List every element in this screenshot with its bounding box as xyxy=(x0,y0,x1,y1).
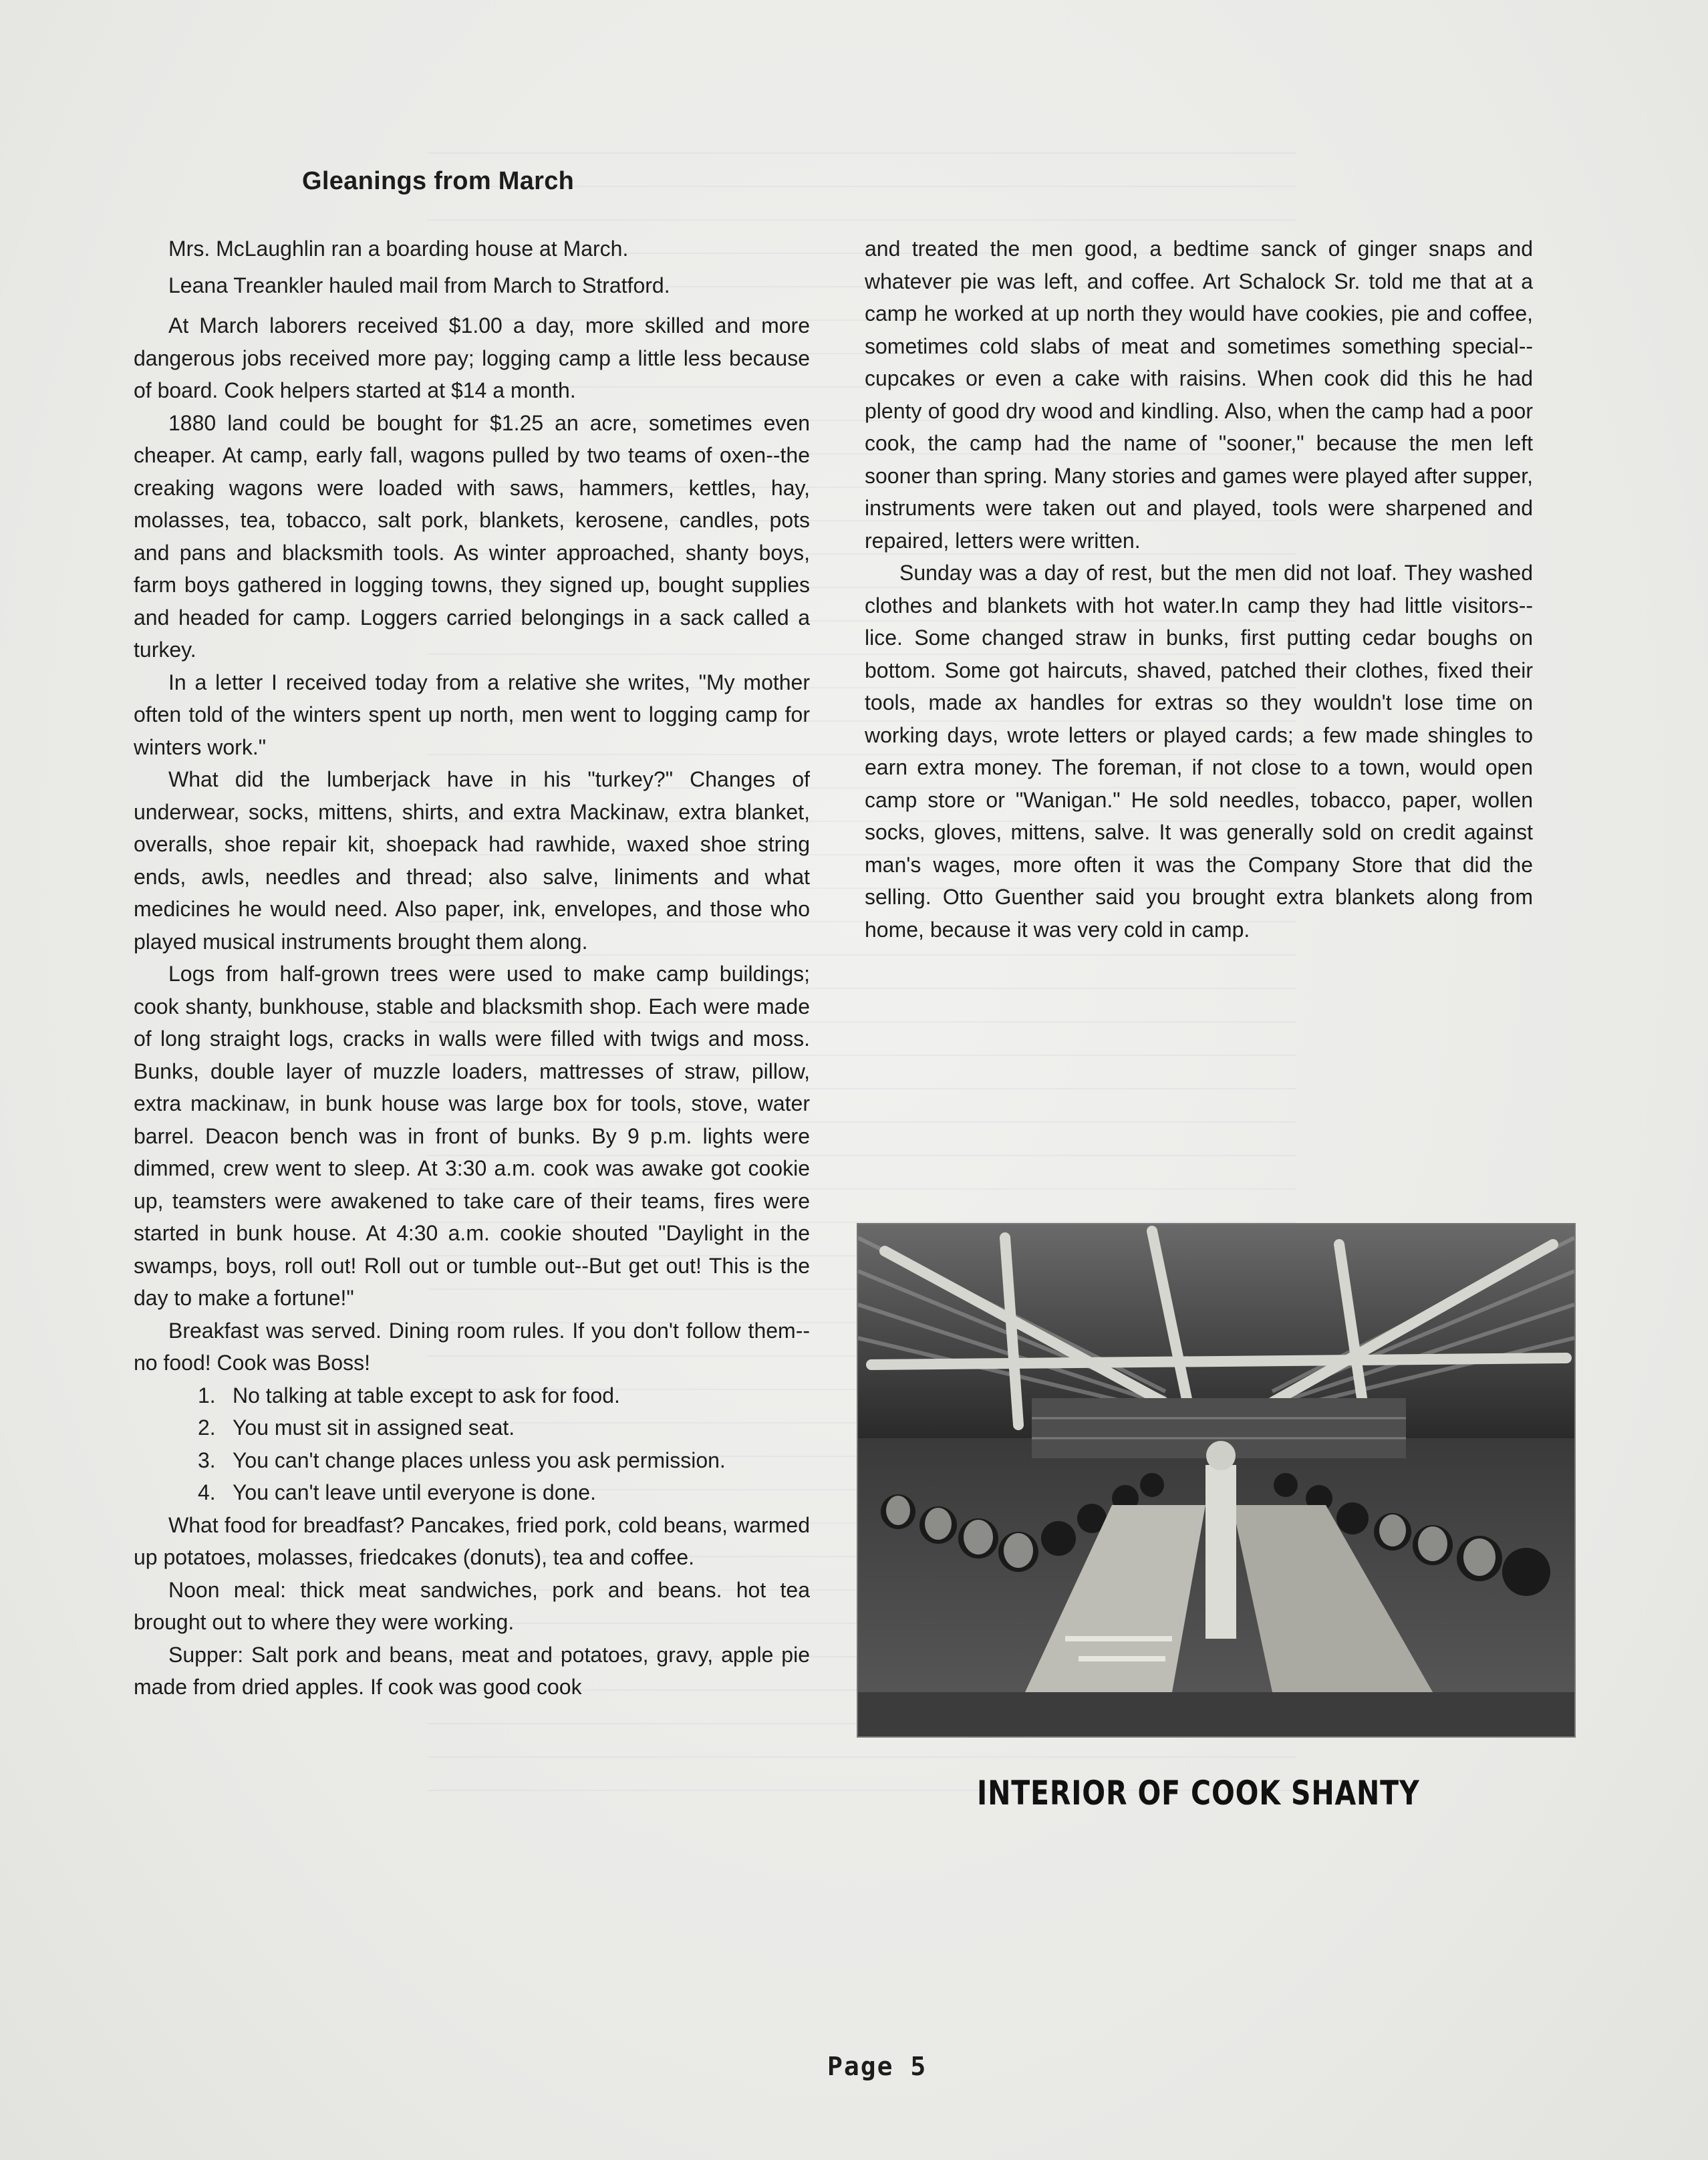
photo-caption: INTERIOR OF COOK SHANTY xyxy=(977,1774,1420,1812)
paragraph: 1880 land could be bought for $1.25 an acre, sometimes even cheaper. At camp, early fall, wagons pulled by two teams of oxen--the creaking wagons were loaded with saws, hammers, kettles, hay, molasses, tea, tobacco, salt pork, blankets, kerosene, candles, pots and pans and blacksmith tools. As winter approached, shanty boys, farm boys gathered in logging towns, they signed up, bought supplies and headed for camp. Loggers carried belongings in a sack called a turkey. xyxy=(134,410,810,662)
paragraph: Sunday was a day of rest, but the men did not loaf. They washed clothes and blankets with hot water.In camp they had little visitors--lice. Some changed straw in bunks, first putting cedar boughs on bottom. Some got haircuts, shaved, patched their clothes, fixed their tools, made ax handles for extras so they wouldn't lose time on working days, wrote letters or played cards; a few made shingles to earn extra money. The foreman, if not close to a town, would open camp store or "Wanigan." He sold needles, tobacco, paper, wollen socks, gloves, mittens, salve. It was generally sold on credit against man's wages, more often it was the Company Store that did the selling. Otto Guenther said you brought extra blankets along from home, because it was very cold in camp. xyxy=(865,561,1533,942)
left-column xyxy=(134,233,810,1704)
paragraph: Supper: Salt pork and beans, meat and potatoes, gravy, apple pie made from dried apples. If cook was good cook xyxy=(134,1642,810,1699)
paragraph: Leana Treankler hauled mail from March to Stratford. xyxy=(168,273,670,297)
list-item: 4. You can't leave until everyone is done. xyxy=(198,1480,596,1504)
right-column xyxy=(865,233,1533,946)
paragraph: At March laborers received $1.00 a day, more skilled and more dangerous jobs received more pay; logging camp a little less because of board. Cook helpers started at $14 a month. xyxy=(134,313,810,402)
list-item: 2. You must sit in assigned seat. xyxy=(198,1415,515,1440)
paragraph: What did the lumberjack have in his "turkey?" Changes of underwear, socks, mittens, shirts, and extra Mackinaw, extra blanket, overalls, shoe repair kit, shoepack had rawhide, waxed shoe string ends, awls, needles and thread; also salve, liniments and what medicines he would need. Also paper, ink, envelopes, and those who played musical instruments brought them along. xyxy=(134,767,810,954)
photograph-icon xyxy=(858,1224,1574,1736)
list-item: 3. You can't change places unless you ask permission. xyxy=(198,1448,726,1472)
article-title: Gleanings from March xyxy=(302,167,575,195)
page-number: Page 5 xyxy=(827,2052,928,2081)
paragraph: Breakfast was served. Dining room rules. If you don't follow them--no food! Cook was Boss! xyxy=(134,1318,810,1375)
cook-shanty-photograph xyxy=(857,1223,1576,1738)
paragraph: In a letter I received today from a relative she writes, "My mother often told of the winters spent up north, men went to logging camp for winters work." xyxy=(134,670,810,759)
paragraph: What food for breadfast? Pancakes, fried pork, cold beans, warmed up potatoes, molasses, friedcakes (donuts), tea and coffee. xyxy=(134,1512,810,1569)
paragraph: Noon meal: thick meat sandwiches, pork and beans. hot tea brought out to where they were working. xyxy=(134,1577,810,1634)
paragraph: and treated the men good, a bedtime sanck of ginger snaps and whatever pie was left, and coffee. Art Schalock Sr. told me that at a camp he worked at up north they would have cookies, pie and coffee, sometimes cold slabs of meat and sometimes something special--cupcakes or even a cake with raisins. When cook did this he had plenty of good dry wood and kindling. Also, when the camp had a poor cook, the camp had the name of "sooner," because the men left sooner than spring. Many stories and games were played after supper, instruments were taken out and played, tools were sharpened and repaired, letters were written. xyxy=(865,237,1533,553)
dining-rules-list xyxy=(134,1379,810,1509)
paragraph: Logs from half-grown trees were used to make camp buildings; cook shanty, bunkhouse, stable and blacksmith shop. Each were made of long straight logs, cracks in walls were filled with twigs and moss. Bunks, double layer of muzzle loaders, mattresses of straw, pillow, extra mackinaw, in bunk house was large box for tools, stove, water barrel. Deacon bench was in front of bunks. By 9 p.m. lights were dimmed, crew went to sleep. At 3:30 a.m. cook was awake got cookie up, teamsters were awakened to take care of their teams, fires were started in bunk house. At 4:30 a.m. cookie shouted "Daylight in the swamps, boys, roll out! Roll out or tumble out--But get out! This is the day to make a fortune!" xyxy=(134,962,810,1310)
list-item: 1. No talking at table except to ask for food. xyxy=(198,1383,620,1407)
paragraph: Mrs. McLaughlin ran a boarding house at March. xyxy=(168,237,629,261)
